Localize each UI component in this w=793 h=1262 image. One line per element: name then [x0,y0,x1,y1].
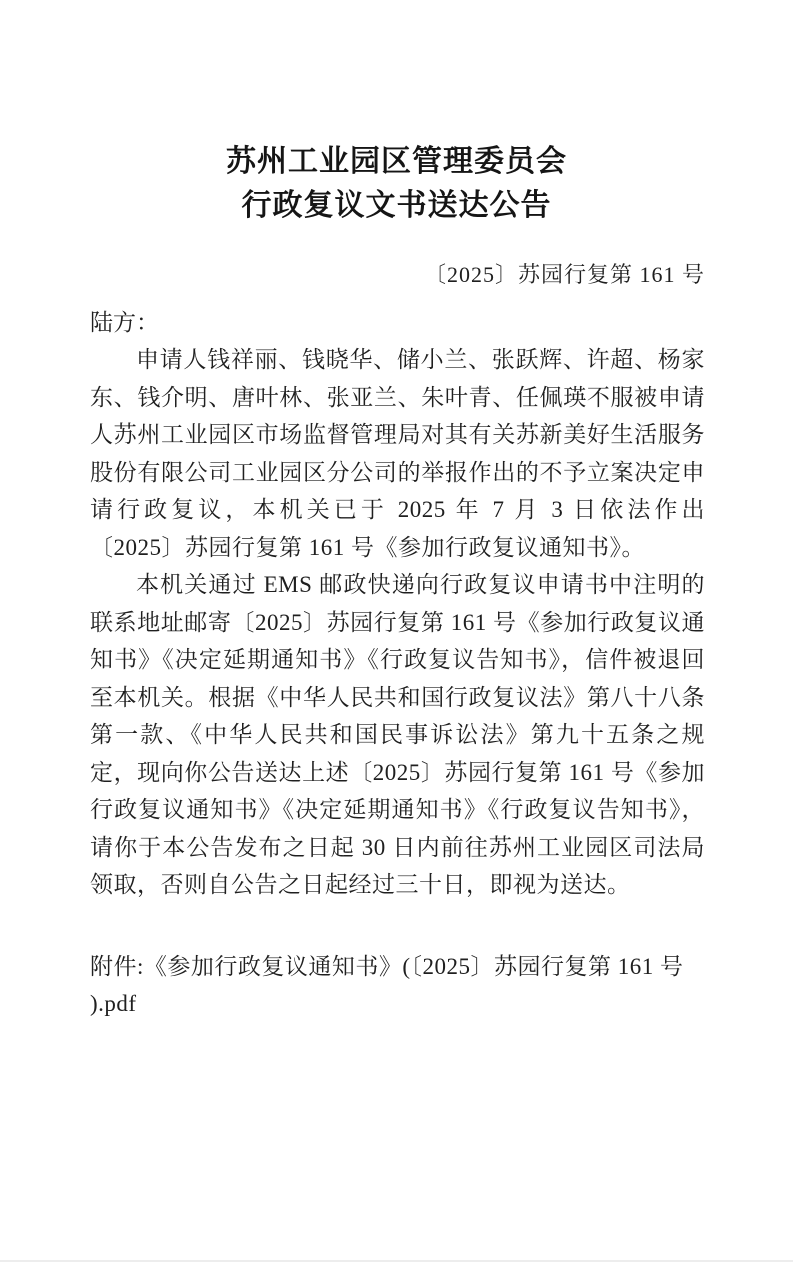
addressee-salutation: 陆方： [90,310,159,335]
document-page [0,140,793,1262]
title-line-1: 苏州工业园区管理委员会 [226,145,567,178]
body-paragraph: 申请人钱祥丽、钱晓华、储小兰、张跃辉、许超、杨家东、钱介明、唐叶林、张亚兰、朱叶青、任佩瑛不服被申请人苏州工业园区市场监督管理局对其有关苏新美好生活服务股份有限公司工业园区分公司的举报作出的不予立案决定申请行政复议，本机关已于 2025 年 7 月 3 日依法作出〔2025〕苏园行复第 161 号《参加行政复议通知书》。 [90,347,705,560]
attachment-reference: 附件:《参加行政复议通知书》(〔2025〕苏园行复第 161 号 ).pdf [90,953,684,1016]
body-paragraph: 本机关通过 EMS 邮政快递向行政复议申请书中注明的联系地址邮寄〔2025〕苏园行复第 161 号《参加行政复议通知书》《决定延期通知书》《行政复议告知书》，信件被退回至本机关。根据《中华人民共和国行政复议法》第八十八条第一款、《中华人民共和国民事诉讼法》第九十五条之规定，现向你公告送达上述〔2025〕苏园行复第 161 号《参加行政复议通知书》《决定延期通知书》《行政复议告知书》，请你于本公告发布之日起 30 日内前往苏州工业园区司法局领取，否则自公告之日起经过三十日，即视为送达。 [90,572,705,897]
document-title [0,140,793,228]
document-number: 〔2025〕苏园行复第 161 号 [423,262,705,287]
document-body [90,260,705,1022]
title-line-2: 行政复议文书送达公告 [241,189,552,222]
